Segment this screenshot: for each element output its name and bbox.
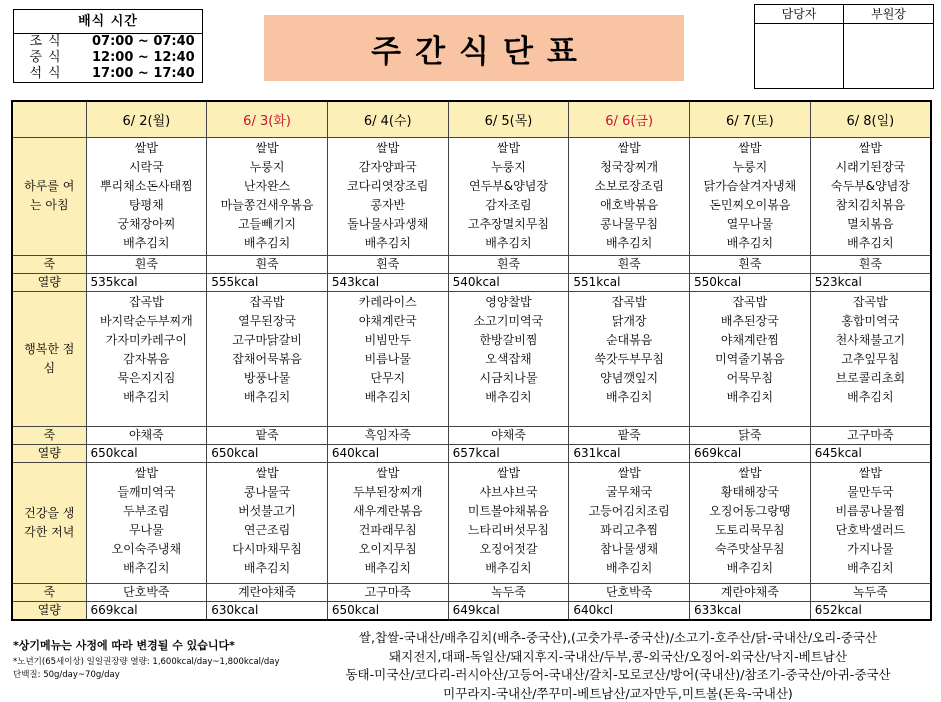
juk-cell: 팥죽 — [569, 426, 690, 444]
breakfast-menu-cell — [448, 137, 569, 255]
dinner-menu-cell — [569, 462, 690, 583]
meal-time-row-breakfast — [14, 34, 202, 50]
menu-item: 열무된장국 — [238, 313, 297, 328]
menu-item: 연두부&양념장 — [469, 178, 548, 193]
kcal-cell: 535kcal — [86, 273, 207, 291]
menu-item: 쌀밥 — [496, 140, 521, 155]
menu-item: 쌀밥 — [134, 465, 158, 480]
juk-cell: 흰죽 — [207, 255, 328, 273]
approval-deputy-label: 부원장 — [844, 5, 933, 24]
meal-time-value: 07:00 ~ 07:40 — [92, 34, 195, 49]
menu-item: 단무지 — [370, 370, 406, 385]
juk-cell: 흰죽 — [327, 255, 448, 273]
menu-item: 배추김치 — [726, 560, 774, 575]
menu-item: 참치김치볶음 — [835, 197, 906, 212]
juk-cell: 흑임자죽 — [327, 426, 448, 444]
dinner-menu-cell — [810, 462, 931, 583]
kcal-cell: 631kcal — [569, 444, 690, 462]
menu-item: 고추잎무침 — [841, 351, 900, 366]
menu-item: 양념깻잎지 — [600, 370, 659, 385]
lunch-menu-row — [12, 291, 931, 426]
menu-item: 잡곡밥 — [852, 294, 888, 309]
kcal-cell: 523kcal — [810, 273, 931, 291]
meal-time-label: 석식 — [29, 66, 67, 81]
menu-item: 배추김치 — [364, 235, 411, 250]
breakfast-menu-cell — [207, 137, 328, 255]
menu-item: 야채계란찜 — [720, 332, 779, 347]
menu-item: 쌀밥 — [255, 465, 279, 480]
lunch-menu-cell — [207, 291, 328, 426]
menu-item: 배추김치 — [605, 235, 653, 250]
menu-item: 천사채불고기 — [835, 332, 906, 347]
dinner-kcal-row — [12, 601, 931, 620]
menu-item: 배추김치 — [485, 560, 532, 575]
menu-item: 느타리버섯무침 — [467, 522, 550, 537]
menu-item: 누룽지 — [732, 159, 768, 174]
menu-item: 바지락순두부찌개 — [99, 313, 193, 328]
menu-item: 고추장멸치무침 — [467, 216, 550, 231]
lunch-menu-cell — [86, 291, 207, 426]
menu-item: 코다리엿장조림 — [347, 178, 429, 193]
day-header: 6/ 3(화) — [207, 101, 328, 137]
kcal-cell: 650kcal — [86, 444, 207, 462]
lunch-label: 행복한 점심 — [12, 291, 86, 426]
menu-item: 시금치나물 — [479, 370, 538, 385]
menu-item: 닭가슴살겨자냉채 — [703, 178, 797, 193]
juk-cell: 흰죽 — [569, 255, 690, 273]
menu-item: 물만두국 — [847, 484, 894, 499]
kcal-cell: 640kcl — [569, 601, 690, 620]
juk-cell: 흰죽 — [690, 255, 811, 273]
kcal-label: 열량 — [12, 273, 86, 291]
juk-cell: 단호박죽 — [86, 583, 207, 601]
origin-line: 돼지전지,대패-독일산/돼지후지-국내산/두부,콩-외국산/오징어-외국산/낙지-베트남산 — [389, 648, 847, 664]
menu-item: 연근조림 — [243, 522, 291, 537]
menu-item: 배추김치 — [364, 560, 411, 575]
menu-item: 쌀밥 — [858, 465, 882, 480]
menu-item: 배추김치 — [485, 389, 532, 404]
menu-item: 야채계란국 — [358, 313, 417, 328]
menu-item: 배추김치 — [605, 389, 653, 404]
kcal-cell: 543kcal — [327, 273, 448, 291]
menu-item: 오이지무침 — [358, 541, 417, 556]
juk-label: 죽 — [12, 426, 86, 444]
lunch-menu-cell — [569, 291, 690, 426]
menu-item: 콩나물국 — [243, 484, 291, 499]
menu-item: 애호박볶음 — [600, 197, 659, 212]
menu-item: 누룽지 — [249, 159, 285, 174]
senior-energy-line: *노년기(65세이상) 일일권장량 열량: 1,600kcal/day~1,800kcal/day — [13, 657, 280, 667]
corner-cell — [12, 101, 86, 137]
weekly-menu-table — [11, 100, 932, 621]
approval-box — [754, 4, 934, 89]
menu-item: 잡곡밥 — [732, 294, 768, 309]
juk-cell: 녹두죽 — [448, 583, 569, 601]
menu-item: 순대볶음 — [605, 332, 653, 347]
menu-item: 배추김치 — [123, 235, 170, 250]
kcal-cell: 555kcal — [207, 273, 328, 291]
menu-item: 열무나물 — [726, 216, 774, 231]
meal-time-row-dinner — [14, 66, 202, 82]
menu-item: 참나물생채 — [600, 541, 659, 556]
menu-item: 두부조림 — [123, 503, 170, 518]
menu-item: 비름콩나물찜 — [835, 503, 906, 518]
menu-item: 쌀밥 — [134, 140, 158, 155]
menu-item: 배추김치 — [726, 389, 774, 404]
dinner-menu-row — [12, 462, 931, 583]
juk-label: 죽 — [12, 583, 86, 601]
day-header: 6/ 8(일) — [810, 101, 931, 137]
day-header: 6/ 7(토) — [690, 101, 811, 137]
menu-item: 쌀밥 — [376, 140, 400, 155]
kcal-cell: 657kcal — [448, 444, 569, 462]
menu-item: 멸치볶음 — [847, 216, 894, 231]
origin-line: 쌀,찹쌀-국내산/배추김치(배추-중국산),(고춧가루-중국산)/소고기-호주산/닭-국내산/오리-중국산 — [358, 630, 878, 645]
day-header: 6/ 2(월) — [86, 101, 207, 137]
menu-item: 잡곡밥 — [249, 294, 285, 309]
menu-item: 소고기미역국 — [473, 313, 544, 328]
menu-item: 고들빼기지 — [238, 216, 297, 231]
menu-item: 단호박샐러드 — [835, 522, 906, 537]
meal-time-label: 조식 — [29, 34, 67, 49]
menu-item: 쌀밥 — [738, 465, 762, 480]
kcal-cell: 652kcal — [810, 601, 931, 620]
menu-item: 돈민찌오이볶음 — [709, 197, 791, 212]
menu-item: 쌀밥 — [858, 140, 882, 155]
menu-item: 배추김치 — [847, 389, 894, 404]
juk-label: 죽 — [12, 255, 86, 273]
menu-item: 궁채장아찌 — [117, 216, 176, 231]
menu-item: 잡채어묵볶음 — [232, 351, 302, 366]
menu-item: 배추김치 — [364, 389, 411, 404]
approval-manager-label: 담당자 — [755, 5, 844, 24]
meal-time-value: 17:00 ~ 17:40 — [92, 66, 195, 81]
breakfast-kcal-row — [12, 273, 931, 291]
menu-item: 무나물 — [128, 522, 164, 537]
juk-cell: 계란야채죽 — [207, 583, 328, 601]
lunch-juk-row — [12, 426, 931, 444]
menu-item: 쑥갓두부무침 — [594, 351, 664, 366]
dinner-menu-cell — [448, 462, 569, 583]
approval-manager-sign — [755, 24, 844, 88]
menu-item: 배추김치 — [726, 235, 774, 250]
origin-line: 미꾸라지-국내산/쭈꾸미-베트남산/교자만두,미트볼(돈육-국내산) — [443, 685, 793, 701]
lunch-menu-cell — [810, 291, 931, 426]
menu-item: 누룽지 — [491, 159, 526, 174]
menu-item: 카레라이스 — [358, 294, 417, 309]
menu-item: 배추김치 — [243, 389, 291, 404]
menu-item: 방풍나물 — [243, 370, 291, 385]
kcal-cell: 540kcal — [448, 273, 569, 291]
menu-item: 묵은지지짐 — [117, 370, 176, 385]
breakfast-menu-cell — [810, 137, 931, 255]
menu-item: 오이숙주냉채 — [111, 541, 182, 556]
menu-item: 가지나물 — [847, 541, 894, 556]
menu-item: 쌀밥 — [617, 465, 641, 480]
title-banner — [264, 15, 684, 81]
menu-item: 닭개장 — [611, 313, 647, 328]
origin-info — [300, 629, 936, 702]
menu-item: 숙두부&양념장 — [830, 178, 910, 193]
menu-item: 다시마채무침 — [232, 541, 302, 556]
menu-item: 영양찰밥 — [485, 294, 532, 309]
juk-cell: 녹두죽 — [810, 583, 931, 601]
kcal-cell: 551kcal — [569, 273, 690, 291]
menu-item: 쌀밥 — [617, 140, 641, 155]
meal-time-label: 중식 — [29, 50, 67, 65]
menu-item: 쌀밥 — [376, 465, 400, 480]
juk-cell: 야채죽 — [448, 426, 569, 444]
menu-item: 쌀밥 — [496, 465, 521, 480]
menu-item: 청국장찌개 — [600, 159, 659, 174]
dinner-menu-cell — [690, 462, 811, 583]
menu-item: 홍합미역국 — [841, 313, 900, 328]
menu-item: 고등어김치조림 — [588, 503, 670, 518]
juk-cell: 야채죽 — [86, 426, 207, 444]
kcal-cell: 645kcal — [810, 444, 931, 462]
kcal-cell: 640kcal — [327, 444, 448, 462]
menu-item: 마늘쫑건새우볶음 — [220, 197, 314, 212]
breakfast-menu-cell — [690, 137, 811, 255]
day-header-row — [12, 101, 931, 137]
menu-item: 난자완스 — [243, 178, 291, 193]
kcal-cell: 550kcal — [690, 273, 811, 291]
kcal-cell: 630kcal — [207, 601, 328, 620]
lunch-menu-cell — [327, 291, 448, 426]
menu-item: 쌀밥 — [738, 140, 762, 155]
breakfast-menu-cell — [86, 137, 207, 255]
breakfast-juk-row — [12, 255, 931, 273]
menu-item: 콩자반 — [370, 197, 406, 212]
lunch-menu-cell — [690, 291, 811, 426]
lunch-kcal-row — [12, 444, 931, 462]
menu-item: 탕평채 — [128, 197, 164, 212]
menu-item: 콩나물무침 — [600, 216, 659, 231]
breakfast-menu-row — [12, 137, 931, 255]
breakfast-label: 하루를 여는 아침 — [12, 137, 86, 255]
dinner-juk-row — [12, 583, 931, 601]
menu-item: 배추김치 — [485, 235, 532, 250]
menu-item: 배추김치 — [243, 560, 291, 575]
kcal-label: 열량 — [12, 601, 86, 620]
menu-item: 배추김치 — [123, 560, 170, 575]
menu-item: 배추김치 — [847, 235, 894, 250]
kcal-cell: 650kcal — [327, 601, 448, 620]
menu-item: 굴무채국 — [605, 484, 653, 499]
menu-item: 미트볼야채볶음 — [467, 503, 550, 518]
menu-item: 한방갈비찜 — [479, 332, 538, 347]
juk-cell: 팥죽 — [207, 426, 328, 444]
menu-item: 황태해장국 — [720, 484, 779, 499]
menu-item: 비빔만두 — [364, 332, 411, 347]
dinner-menu-cell — [327, 462, 448, 583]
menu-item: 건파래무침 — [358, 522, 417, 537]
menu-item: 오징어젓갈 — [479, 541, 538, 556]
kcal-cell: 669kcal — [690, 444, 811, 462]
menu-item: 숙주맛살무침 — [715, 541, 785, 556]
kcal-label: 열량 — [12, 444, 86, 462]
meal-time-row-lunch — [14, 50, 202, 66]
meal-time-value: 12:00 ~ 12:40 — [92, 50, 195, 65]
menu-item: 새우계란볶음 — [352, 503, 423, 518]
menu-item: 고구마닭갈비 — [232, 332, 302, 347]
approval-deputy-sign — [844, 24, 933, 88]
senior-recommendation — [13, 656, 280, 682]
menu-change-notice: *상기메뉴는 사정에 따라 변경될 수 있습니다* — [13, 639, 235, 652]
dinner-menu-cell — [207, 462, 328, 583]
juk-cell: 단호박죽 — [569, 583, 690, 601]
origin-line: 동태-미국산/코다리-러시아산/고등어-국내산/갈치-모로코산/방어(국내산)/참조기-중국산/아귀-중국산 — [345, 667, 891, 682]
menu-item: 브로콜리초회 — [835, 370, 906, 385]
juk-cell: 흰죽 — [448, 255, 569, 273]
day-header: 6/ 4(수) — [327, 101, 448, 137]
senior-protein-line: 단백질: 50g/day~70g/day — [13, 670, 120, 680]
menu-item: 돌나물사과생채 — [347, 216, 429, 231]
menu-item: 감자양파국 — [358, 159, 417, 174]
juk-cell: 계란야채죽 — [690, 583, 811, 601]
menu-item: 어묵무침 — [726, 370, 774, 385]
kcal-cell: 649kcal — [448, 601, 569, 620]
meal-time-box — [13, 9, 203, 83]
juk-cell: 고구마죽 — [810, 426, 931, 444]
menu-item: 미역줄기볶음 — [715, 351, 785, 366]
menu-item: 배추김치 — [243, 235, 291, 250]
dinner-menu-cell — [86, 462, 207, 583]
menu-item: 시래기된장국 — [835, 159, 906, 174]
juk-cell: 흰죽 — [810, 255, 931, 273]
breakfast-menu-cell — [569, 137, 690, 255]
kcal-cell: 650kcal — [207, 444, 328, 462]
page-title: 주간식단표 — [371, 33, 591, 70]
lunch-menu-cell — [448, 291, 569, 426]
menu-item: 버섯불고기 — [238, 503, 297, 518]
menu-item: 가자미카레구이 — [105, 332, 187, 347]
menu-item: 배추김치 — [123, 389, 170, 404]
kcal-cell: 669kcal — [86, 601, 207, 620]
menu-item: 비름나물 — [364, 351, 411, 366]
juk-cell: 고구마죽 — [327, 583, 448, 601]
menu-item: 도토리묵무침 — [715, 522, 785, 537]
menu-item: 배추김치 — [605, 560, 653, 575]
meal-time-title: 배식 시간 — [14, 10, 202, 34]
kcal-cell: 633kcal — [690, 601, 811, 620]
day-header: 6/ 6(금) — [569, 101, 690, 137]
menu-item: 들깨미역국 — [117, 484, 176, 499]
juk-cell: 흰죽 — [86, 255, 207, 273]
menu-item: 소보로장조림 — [594, 178, 664, 193]
menu-item: 꽈리고추찜 — [600, 522, 659, 537]
menu-item: 샤브샤브국 — [479, 484, 538, 499]
menu-item: 시락국 — [128, 159, 164, 174]
menu-item: 감자볶음 — [123, 351, 170, 366]
menu-item: 오징어동그랑땡 — [709, 503, 791, 518]
menu-item: 감자조림 — [485, 197, 532, 212]
menu-item: 잡곡밥 — [128, 294, 164, 309]
menu-item: 잡곡밥 — [611, 294, 647, 309]
day-header: 6/ 5(목) — [448, 101, 569, 137]
dinner-label: 건강을 생각한 저녁 — [12, 462, 86, 583]
juk-cell: 닭죽 — [690, 426, 811, 444]
menu-item: 쌀밥 — [255, 140, 279, 155]
menu-item: 뿌리채소돈사태찜 — [99, 178, 193, 193]
menu-item: 배추김치 — [847, 560, 894, 575]
menu-item: 오색잡채 — [485, 351, 532, 366]
breakfast-menu-cell — [327, 137, 448, 255]
menu-item: 배추된장국 — [720, 313, 779, 328]
menu-item: 두부된장찌개 — [352, 484, 423, 499]
